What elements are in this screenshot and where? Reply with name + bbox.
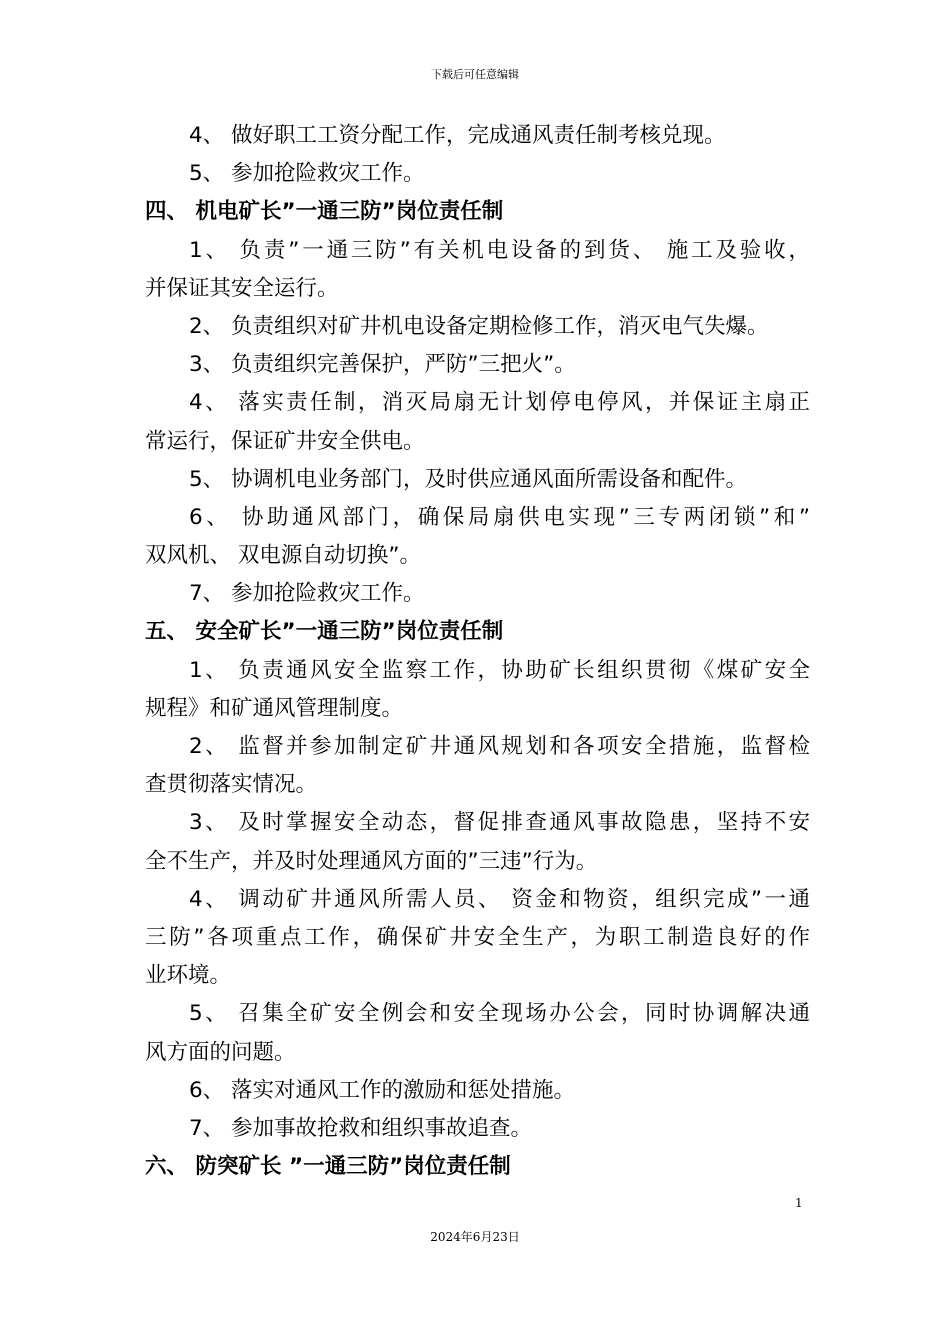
list-item: 6、 协助通风部门，确保局扇供电实现”三专两闭锁”和” [189,504,810,530]
section-heading: 六、 防突矿长 ”一通三防”岗位责任制 [145,1154,511,1180]
list-item: 1、 负责”一通三防”有关机电设备的到货、 施工及验收， [189,237,810,263]
section-heading: 四、 机电矿长”一通三防”岗位责任制 [145,199,504,225]
footer-date: 2024年6月23日 [430,1230,520,1244]
list-item-continuation: 并保证其安全运行。 [145,275,339,301]
list-item: 7、 参加事故抢救和组织事故追查。 [189,1115,533,1141]
list-item: 3、 负责组织完善保护，严防”三把火”。 [189,352,576,378]
list-item: 4、 调动矿井通风所需人员、 资金和物资，组织完成”一通 [189,886,810,912]
list-item: 6、 落实对通风工作的激励和惩处措施。 [189,1077,576,1103]
list-item-continuation: 常运行，保证矿井安全供电。 [145,428,425,454]
list-item: 3、 及时掌握安全动态，督促排查通风事故隐患，坚持不安 [189,810,810,836]
list-item-continuation: 业环境。 [145,963,232,989]
document-body [145,117,810,1186]
list-item: 4、 落实责任制，消灭局扇无计划停电停风，并保证主扇正 [189,390,810,416]
list-item-continuation: 风方面的问题。 [145,1039,296,1065]
section-heading: 五、 安全矿长”一通三防”岗位责任制 [145,619,504,645]
list-item: 2、 监督并参加制定矿井通风规划和各项安全措施，监督检 [189,734,810,759]
list-item-continuation: 规程》和矿通风管理制度。 [145,695,404,721]
list-item: 2、 负责组织对矿井机电设备定期检修工作，消灭电气失爆。 [189,313,769,339]
list-item: 5、 参加抢险救灾工作。 [189,161,425,187]
list-item-continuation: 双风机、 双电源自动切换”。 [145,543,421,569]
page-number: 1 [795,1196,803,1210]
header-note: 下载后可任意编辑 [431,68,519,81]
list-item: 4、 做好职工工资分配工作，完成通风责任制考核兑现。 [189,123,726,148]
list-item-continuation: 查贯彻落实情况。 [145,772,318,798]
list-item-continuation: 全不生产，并及时处理通风方面的”三违”行为。 [145,848,598,874]
list-item: 5、 召集全矿安全例会和安全现场办公会，同时协调解决通 [189,1001,810,1027]
list-item: 1、 负责通风安全监察工作，协助矿长组织贯彻《煤矿安全 [189,657,810,683]
list-item: 5、 协调机电业务部门，及时供应通风面所需设备和配件。 [189,466,748,492]
list-item: 7、 参加抢险救灾工作。 [189,581,425,607]
list-item-continuation: 三防”各项重点工作，确保矿井安全生产，为职工制造良好的作 [145,924,810,950]
